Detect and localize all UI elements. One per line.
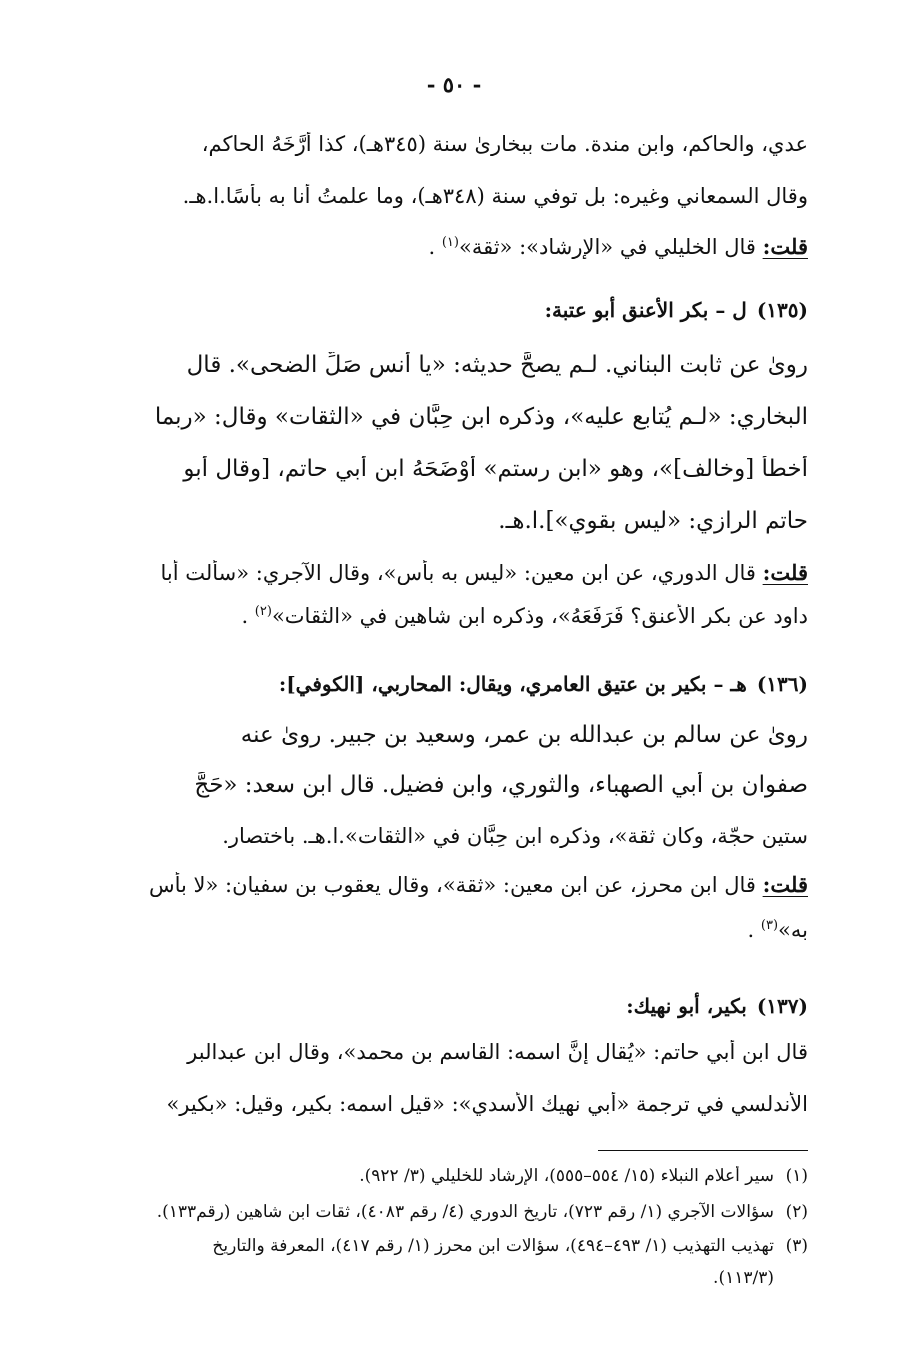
entry-qult-line: قلت: قال ابن محرز، عن ابن معين: «ثقة»، وقال يعقوب بن سفيان: «لا بأس [148, 872, 808, 897]
qult-label: قلت: [762, 872, 808, 897]
qult-label: قلت: [762, 234, 808, 259]
footnote [98, 1268, 808, 1288]
entry-line: قال ابن أبي حاتم: «يُقال إنَّ اسمه: القاسم بن محمد»، وقال ابن عبدالبر [187, 1040, 808, 1064]
footnote-ref: (٣) [760, 918, 779, 933]
footnote [98, 1202, 808, 1222]
footnote-text: تهذيب التهذيب (١/ ٤٩٣–٤٩٤)، سؤالات ابن محرز (١/ رقم ٤١٧)، المعرفة والتاريخ [212, 1236, 774, 1256]
footnote [98, 1236, 808, 1256]
entry-number: (١٣٧) [756, 994, 808, 1018]
intro-line-3-text: قال الخليلي في «الإرشاد»: «ثقة» [458, 235, 763, 259]
entry-heading [98, 298, 808, 322]
entry-title: بكير، أبو نهيك: [626, 994, 747, 1018]
entry-line: حاتم الرازي: «ليس بقوي»].ا.هـ. [498, 508, 808, 534]
footnote-number: (٢) [785, 1202, 808, 1222]
footnote-number: (٣) [785, 1236, 808, 1256]
entry-line: أخطأ [وخالف]»، وهو «ابن رستم» أَوْضَحَهُ ابن أبي حاتم، [وقال أبو [183, 456, 808, 482]
qult-label: قلت: [762, 560, 808, 585]
entry-title: هـ – بكير بن عتيق العامري، ويقال: المحاربي، [الكوفي]: [278, 672, 747, 696]
entry-line: صفوان بن أبي الصهباء، والثوري، وابن فضيل. قال ابن سعد: «حَجَّ [194, 772, 808, 798]
footnote-number: (١) [785, 1166, 808, 1186]
entry-number: (١٣٥) [756, 298, 808, 322]
footnote-text: سؤالات الآجري (١/ رقم ٧٢٣)، تاريخ الدوري (٤/ رقم ٤٠٨٣)، ثقات ابن شاهين (رقم١٣٣). [156, 1202, 774, 1222]
intro-line-2: وقال السمعاني وغيره: بل توفي سنة (٣٤٨هـ)، وما علمتُ أنا به بأسًا.ا.هـ. [182, 184, 808, 208]
entry-qult-line: به»$^{(٣)}$ . [747, 918, 808, 942]
footnote-ref: (٢) [254, 604, 272, 619]
page-number: - ٥٠ - [426, 72, 482, 97]
intro-line-3: قلت: قال الخليلي في «الإرشاد»: «ثقة»$^{(١)}$ . [428, 234, 808, 259]
entry-qult-line: داود عن بكر الأعنق؟ فَرَفَعَهُ»، وذكره ابن شاهين في «الثقات»$^{(٢)}$ . [241, 604, 808, 628]
entry-line: البخاري: «لـم يُتابع عليه»، وذكره ابن حِبَّان في «الثقات» وقال: «ربما [154, 404, 808, 430]
entry-title: ل – بكر الأعنق أبو عتبة: [544, 298, 747, 322]
entry-heading [98, 672, 808, 696]
entry-number: (١٣٦) [756, 672, 808, 696]
entry-line: ستين حجّة، وكان ثقة»، وذكره ابن حِبَّان في «الثقات».ا.هـ. باختصار. [222, 824, 808, 848]
footnote-divider [598, 1150, 808, 1151]
entry-line: الأندلسي في ترجمة «أبي نهيك الأسدي»: «قيل اسمه: بكير، وقيل: «بكير» [166, 1092, 808, 1116]
entry-heading [98, 994, 808, 1018]
footnote [98, 1166, 808, 1186]
entry-line: رویٰ عن ثابت البناني. لـم يصحَّ حديثه: «يا أنس صَلِّ الضحى». قال [186, 352, 808, 378]
intro-line-1: عدي، والحاكم، وابن مندة. مات ببخارىٰ سنة (٣٤٥هـ)، كذا أرَّخَهُ الحاكم، [201, 132, 808, 156]
footnote-ref: (١) [441, 235, 459, 250]
entry-qult-line: قلت: قال الدوري، عن ابن معين: «ليس به بأس»، وقال الآجري: «سألت أبا [160, 560, 808, 585]
footnote-text: سير أعلام النبلاء (١٥/ ٥٥٤–٥٥٥)، الإرشاد للخليلي (٣/ ٩٢٢). [359, 1166, 774, 1186]
footnote-text: (١١٣/٣). [713, 1268, 774, 1288]
entry-line: رویٰ عن سالم بن عبدالله بن عمر، وسعيد بن جبير. رویٰ عنه [240, 722, 808, 748]
